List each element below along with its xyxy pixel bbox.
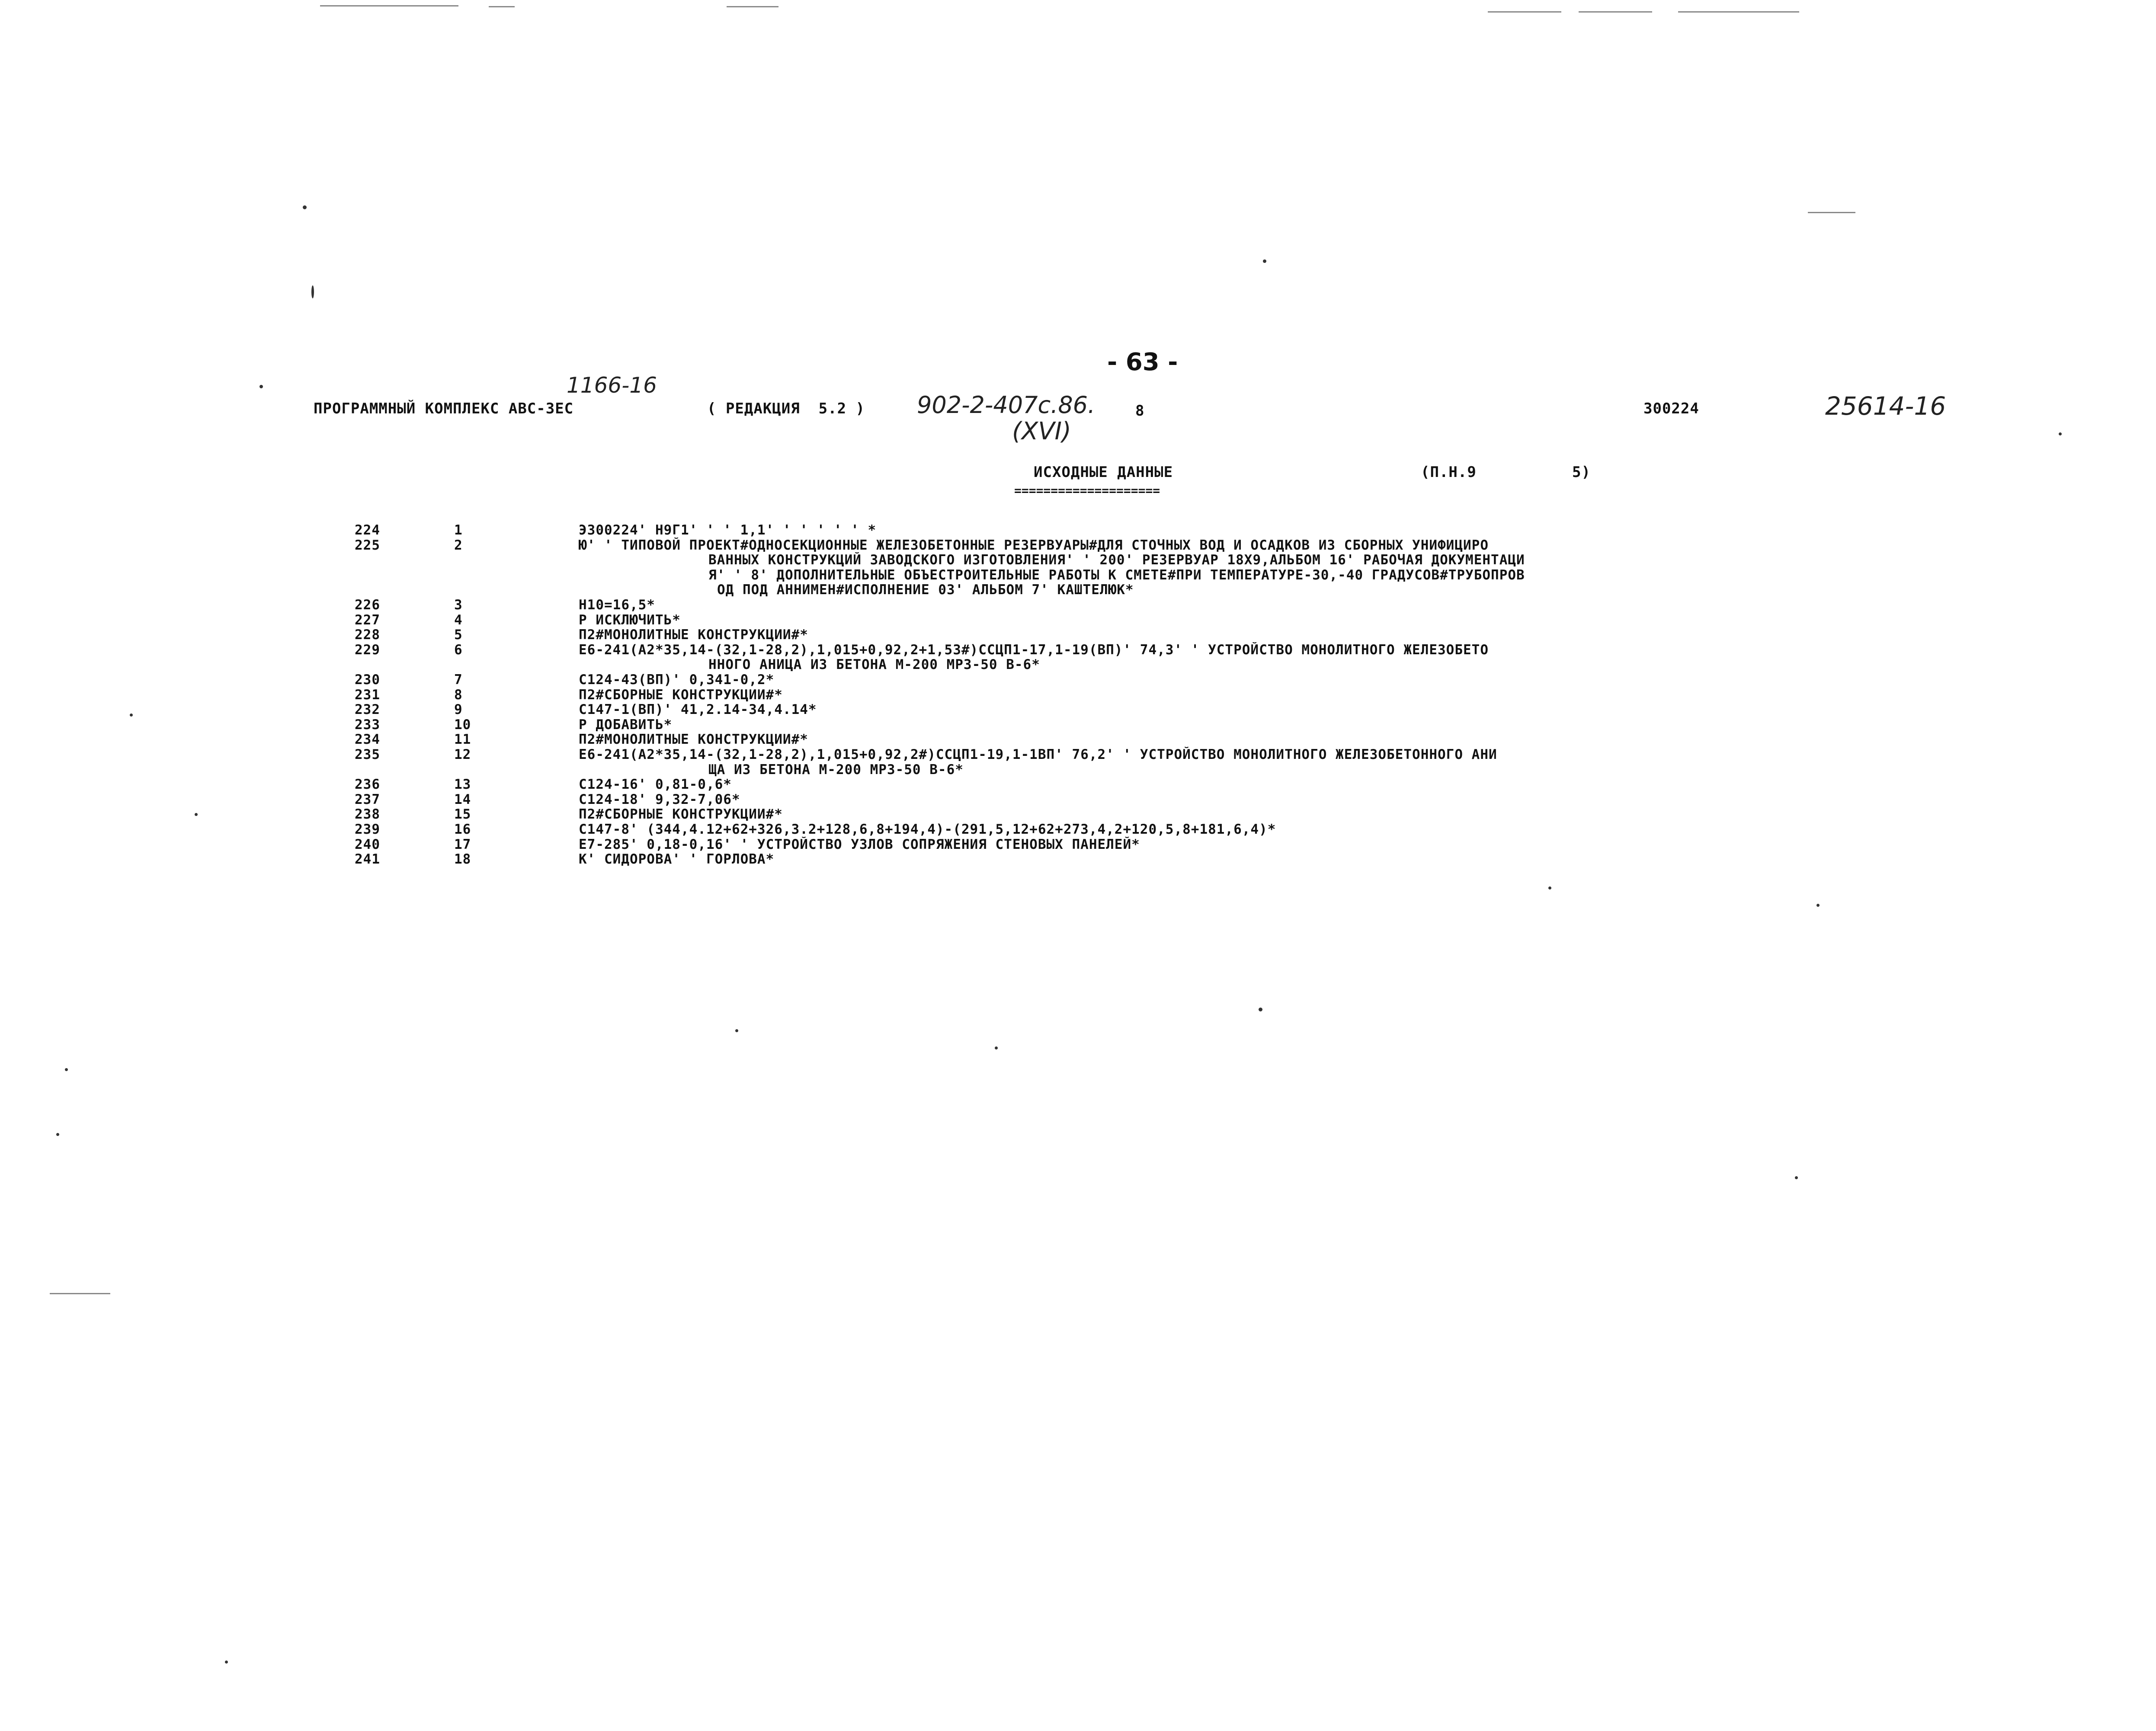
row-number: 240	[355, 836, 380, 852]
scan-speck	[1263, 259, 1266, 263]
row-number: 227	[355, 612, 380, 628]
row-text: П2#МОНОЛИТНЫЕ КОНСТРУКЦИИ#*	[579, 627, 808, 643]
row-number: 235	[355, 747, 380, 762]
row-text: Ю' ' ТИПОВОЙ ПРОЕКТ#ОДНОСЕКЦИОННЫЕ ЖЕЛЕЗОБЕТОННЫЕ РЕЗЕРВУАРЫ#ДЛЯ СТОЧНЫХ ВОД И ОСАДКОВ ИЗ СБОРНЫХ УНИФИЦИРО	[579, 537, 1489, 553]
row-text: Е6-241(А2*35,14-(32,1-28,2),1,015+0,92,2+1,53#)ССЦП1-17,1-19(ВП)' 74,3' ' УСТРОЙСТВО МОНОЛИТНОГО ЖЕЛЕЗОБЕТО	[579, 642, 1489, 658]
scan-artifact-line	[320, 5, 458, 6]
edition-label: ( РЕДАКЦИЯ 5.2 )	[707, 400, 865, 417]
row-number: 224	[355, 522, 380, 538]
row-number: 230	[355, 672, 380, 688]
scan-speck	[225, 1661, 228, 1664]
row-number: 237	[355, 791, 380, 807]
row-index: 1	[454, 522, 463, 538]
handwritten-top-note: 1166-16	[567, 373, 657, 398]
handwritten-right-code: 25614-16	[1825, 391, 1946, 421]
row-text: Е7-285' 0,18-0,16' ' УСТРОЙСТВО УЗЛОВ СОПРЯЖЕНИЯ СТЕНОВЫХ ПАНЕЛЕЙ*	[579, 836, 1140, 852]
row-text: Н10=16,5*	[579, 597, 655, 613]
scan-speck	[1816, 904, 1820, 907]
scan-speck	[56, 1133, 59, 1136]
row-text: Я' ' 8' ДОПОЛНИТЕЛЬНЫЕ ОБЪЕСТРОИТЕЛЬНЫЕ РАБОТЫ К СМЕТЕ#ПРИ ТЕМПЕРАТУРЕ-30,-40 ГРАДУСОВ#ТРУБОПРОВ	[708, 567, 1525, 583]
row-text: ННОГО АНИЦА ИЗ БЕТОНА М-200 МРЗ-50 В-6*	[708, 657, 1040, 673]
row-index: 16	[454, 822, 471, 837]
paragraph-label: (П.Н.9	[1421, 464, 1477, 481]
row-text: Е6-241(А2*35,14-(32,1-28,2),1,015+0,92,2#)ССЦП1-19,1-1ВП' 76,2' ' УСТРОЙСТВО МОНОЛИТНОГО ЖЕЛЕЗОБЕТОННОГО АНИ	[579, 747, 1497, 762]
row-index: 17	[454, 836, 471, 852]
paragraph-value: 5)	[1572, 464, 1591, 481]
row-text: С124-43(ВП)' 0,341-0,2*	[579, 672, 775, 688]
header-suffix: 8	[1135, 402, 1145, 419]
scan-speck	[1259, 1008, 1262, 1011]
row-number: 229	[355, 642, 380, 658]
scan-artifact-line	[489, 6, 515, 7]
row-number: 236	[355, 777, 380, 793]
row-index: 13	[454, 777, 471, 793]
row-number: 239	[355, 822, 380, 837]
row-number: 226	[355, 597, 380, 613]
row-text: Р ДОБАВИТЬ*	[579, 717, 673, 733]
row-text: Э300224' Н9Г1' ' ' 1,1' ' ' ' ' ' *	[579, 522, 877, 538]
scan-artifact-line	[50, 1293, 110, 1294]
row-text: К' СИДОРОВА' ' ГОРЛОВА*	[579, 851, 775, 867]
page-number: - 63 -	[1107, 348, 1178, 376]
row-text: П2#СБОРНЫЕ КОНСТРУКЦИИ#*	[579, 806, 783, 822]
scan-artifact-line	[1808, 212, 1855, 213]
scan-speck	[995, 1046, 998, 1049]
scan-speck	[130, 714, 133, 717]
scan-speck	[311, 285, 314, 298]
row-number: 241	[355, 851, 380, 867]
row-index: 2	[454, 537, 463, 553]
row-text: С147-1(ВП)' 41,2.14-34,4.14*	[579, 702, 817, 718]
handwritten-project-code: 902-2-407с.86.	[917, 391, 1096, 419]
row-number: 231	[355, 687, 380, 703]
scan-artifact-line	[1579, 11, 1652, 13]
row-text: С124-16' 0,81-0,6*	[579, 777, 732, 793]
row-index: 10	[454, 717, 471, 733]
scan-speck	[65, 1068, 68, 1071]
row-index: 14	[454, 791, 471, 807]
section-title: ИСХОДНЫЕ ДАННЫЕ	[1034, 464, 1173, 481]
row-text: П2#СБОРНЫЕ КОНСТРУКЦИИ#*	[579, 687, 783, 703]
scan-artifact-line	[1488, 11, 1561, 13]
scan-speck	[1548, 886, 1551, 889]
scan-speck	[1795, 1176, 1798, 1179]
section-title-underline: ====================	[1014, 483, 1160, 498]
row-text: ОД ПОД АННИМЕН#ИСПОЛНЕНИЕ 03' АЛЬБОМ 7' КАШТЕЛЮК*	[717, 582, 1134, 598]
row-number: 234	[355, 732, 380, 748]
row-text: Р ИСКЛЮЧИТЬ*	[579, 612, 681, 628]
row-text: С147-8' (344,4.12+62+326,3.2+128,6,8+194,4)-(291,5,12+62+273,4,2+120,5,8+181,6,4)*	[579, 822, 1276, 837]
row-index: 4	[454, 612, 463, 628]
row-index: 15	[454, 806, 471, 822]
scan-speck	[195, 813, 198, 816]
row-index: 9	[454, 702, 463, 718]
scan-speck	[259, 385, 263, 388]
row-number: 228	[355, 627, 380, 643]
row-index: 3	[454, 597, 463, 613]
row-index: 5	[454, 627, 463, 643]
row-index: 7	[454, 672, 463, 688]
row-number: 238	[355, 806, 380, 822]
scan-speck	[303, 205, 307, 209]
row-text: ВАННЫХ КОНСТРУКЦИЙ ЗАВОДСКОГО ИЗГОТОВЛЕНИЯ' ' 200' РЕЗЕРВУАР 18Х9,АЛЬБОМ 16' РАБОЧАЯ ДОКУМЕНТАЦИ	[708, 552, 1525, 568]
row-index: 18	[454, 851, 471, 867]
row-index: 12	[454, 747, 471, 762]
row-text: П2#МОНОЛИТНЫЕ КОНСТРУКЦИИ#*	[579, 732, 808, 748]
row-text: ЩА ИЗ БЕТОНА М-200 МРЗ-50 В-6*	[708, 762, 964, 778]
row-index: 6	[454, 642, 463, 658]
handwritten-roman: (XVI)	[1012, 417, 1071, 445]
row-text: С124-18' 9,32-7,06*	[579, 791, 740, 807]
row-index: 11	[454, 732, 471, 748]
doc-code: 300224	[1643, 400, 1699, 417]
scan-artifact-line	[727, 6, 778, 7]
scan-speck	[735, 1029, 738, 1032]
row-index: 8	[454, 687, 463, 703]
scan-artifact-line	[1678, 11, 1799, 13]
program-label: ПРОГРАММНЫЙ КОМПЛЕКС АВС-ЗЕС	[314, 400, 574, 417]
row-number: 232	[355, 702, 380, 718]
row-number: 225	[355, 537, 380, 553]
scan-speck	[2059, 432, 2062, 435]
row-number: 233	[355, 717, 380, 733]
